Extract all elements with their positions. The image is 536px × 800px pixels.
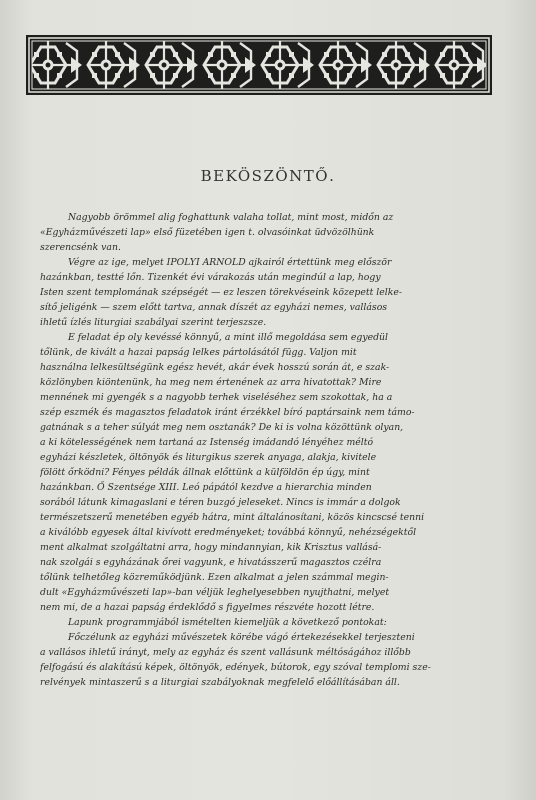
text-line: használna lelkesültségünk egész hevét, akár évek hosszú során át, e szak- — [40, 362, 390, 373]
text-line: tőlünk telhetőleg közreműködjünk. Ezen alkalmat a jelen számmal megin- — [40, 572, 389, 583]
text-line: a ki kötelességének nem tartaná az Istenség imádandó lényéhez méltó — [40, 437, 374, 448]
text-line: hazánkban. Ő Szentsége XIII. Leó pápától kezdve a hierarchia minden — [40, 482, 372, 493]
text-line: a vallásos ihletű irányt, mely az egyház és szent vallásunk méltóságához illőbb — [40, 647, 411, 658]
text-line: sorából látunk kimagaslani e téren buzgó jeleseket. Nincs is immár a dolgok — [40, 497, 401, 508]
text-line: Főczélunk az egyházi művészetek körébe vágó értekezésekkel terjeszteni — [68, 632, 415, 643]
article-title: BEKÖSZÖNTŐ. — [200, 167, 336, 185]
text-line: természetszerű menetében egyéb hátra, mint általánosítani, közös kincscsé tenni — [40, 512, 425, 523]
ornamental-header-band — [26, 35, 492, 95]
text-line: dult «Egyházművészeti lap»-ban véljük leghelyesebben nyujthatni, melyet — [40, 587, 390, 598]
text-line: szép eszmék és magasztos feladatok iránt érzékkel bíró paptársaink nem támo- — [40, 407, 415, 418]
text-line: E feladat ép oly kevéssé könnyű, a mint illő megoldása sem egyedül — [68, 332, 389, 343]
text-line: ihletű ízlés liturgiai szabályai szerint terjeszsze. — [40, 317, 267, 328]
text-line: a kiválóbb egyesek által kivívott eredményeket; továbbá könnyű, nehézségektől — [40, 527, 417, 538]
text-line: nak szolgái s egyházának őrei vagyunk, e hivatásszerű magasztos czélra — [40, 557, 382, 568]
text-line: Nagyobb örömmel alig foghattunk valaha tollat, mint most, midőn az — [68, 212, 394, 223]
text-line: Végre az ige, melyet IPOLYI ARNOLD ajkairól értettünk meg először — [68, 257, 392, 268]
text-line: mennének mi gyengék s a nagyobb terhek viseléséhez sem szokottak, ha a — [40, 392, 393, 403]
text-line: Lapunk programmjából ismételten kiemeljük a következő pontokat: — [68, 617, 387, 628]
text-line: szerencsénk van. — [40, 242, 121, 253]
text-line: nem mi, de a hazai papság érdeklődő s figyelmes részvéte hozott létre. — [40, 602, 375, 613]
text-line: sítő jeligénk — szem előtt tartva, annak díszét az egyházi nemes, vallásos — [40, 302, 388, 313]
text-line: fölött őrködni? Fényes példák állnak előttünk a külföldön ép úgy, mint — [40, 467, 370, 478]
text-line: relvények mintaszerű s a liturgiai szabályoknak megfelelő előállításában áll. — [40, 677, 400, 688]
article-body — [40, 210, 488, 690]
text-line: felfogású és alakítású képek, öltönyök, edények, bútorok, egy szóval templomi sze- — [40, 662, 431, 673]
text-line: gatnának s a teher súlyát meg nem osztanák? De ki is volna közöttünk olyan, — [40, 422, 404, 433]
text-line: közlönyben kiöntenünk, ha meg nem értenének az arra hivatottak? Mire — [40, 377, 382, 388]
text-line: hazánkban, testté lőn. Tizenkét évi várakozás után megindúl a lap, hogy — [40, 272, 381, 283]
text-line: egyházi készletek, öltönyök és liturgikus szerek anyaga, alakja, kivitele — [40, 452, 377, 463]
text-line: Isten szent templomának szépségét — ez leszen törekvéseink közepett lelke- — [40, 287, 402, 298]
text-line: tőlünk, de kivált a hazai papság lelkes pártolásától függ. Valjon mit — [40, 347, 357, 358]
text-line: «Egyházművészeti lap» első füzetében igen t. olvasóinkat üdvözölhünk — [40, 227, 375, 238]
text-line: ment alkalmat szolgáltatni arra, hogy mindannyian, kik Krisztus vallásá- — [40, 542, 382, 553]
